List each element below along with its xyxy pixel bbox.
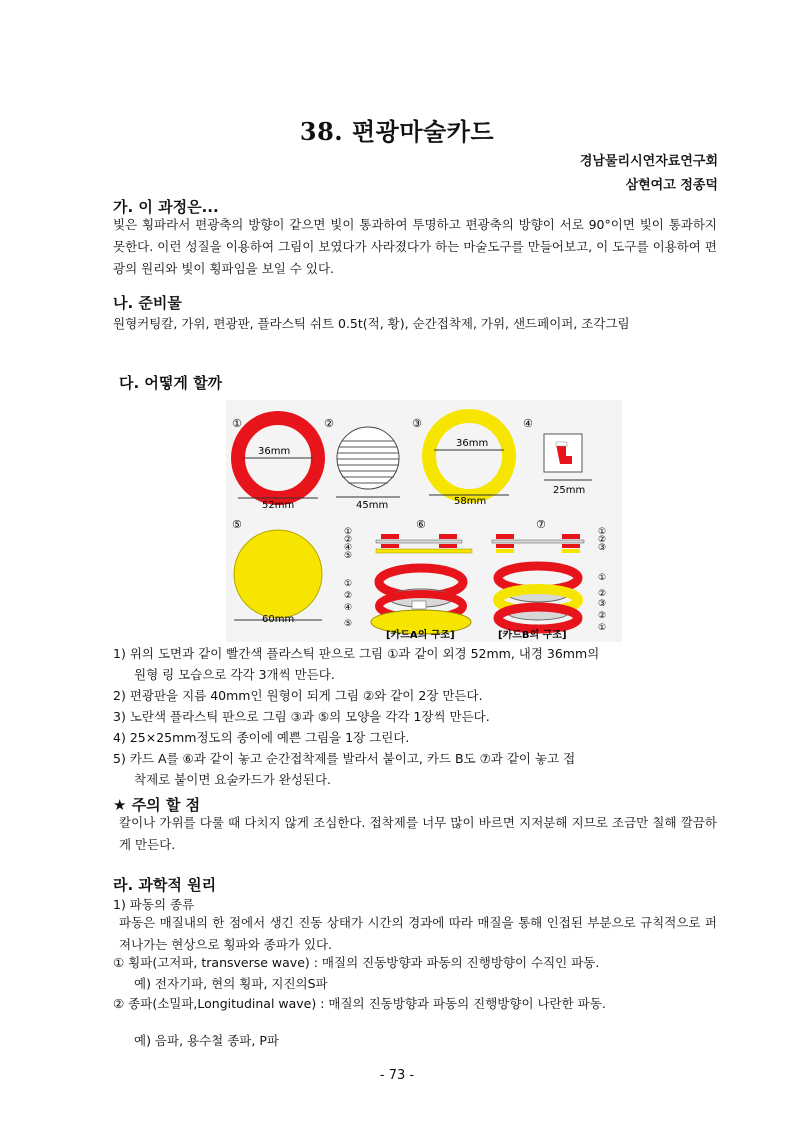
section-howto-heading: 다. 어떻게 할까: [119, 374, 223, 392]
dim-2: 45mm: [356, 500, 389, 511]
dim-3-inner: 36mm: [456, 438, 489, 449]
wave-item-longitudinal: ② 종파(소밀파,Longitudinal wave) : 매질의 진동방향과 파동의 진행방향이 나란한 파동.: [113, 996, 606, 1011]
svg-text:①: ①: [598, 623, 607, 633]
svg-text:②: ②: [344, 535, 353, 545]
svg-text:④: ④: [344, 603, 353, 613]
figure-svg: [226, 400, 622, 642]
section-materials-heading: 나. 준비물: [113, 294, 182, 312]
step-item: 4) 25×25mm정도의 종이에 예쁜 그림을 1장 그린다.: [113, 730, 410, 745]
wave-item-longitudinal-example: 예) 음파, 용수철 종파, P파: [134, 1033, 279, 1048]
section-principle-heading: 라. 과학적 원리: [113, 876, 217, 894]
wave-item-transverse: ① 횡파(고저파, transverse wave) : 매질의 진동방향과 파동의 진행방향이 수직인 파동. 예) 전자기파, 현의 횡파, 지진의S파: [113, 955, 600, 991]
principle-body: 파동은 매질내의 한 점에서 생긴 진동 상태가 시간의 경과에 따라 매질을 통해 인접된 부분으로 규칙적으로 퍼져나가는 현상으로 횡파와 종파가 있다.: [119, 915, 717, 952]
polarizer-shape: [337, 427, 399, 489]
label-2: ②: [324, 417, 334, 430]
svg-text:①: ①: [344, 579, 353, 589]
svg-text:②: ②: [598, 535, 607, 545]
svg-text:④: ④: [344, 543, 353, 553]
label-1: ①: [232, 417, 242, 430]
star-icon: ★: [113, 796, 127, 814]
step-item: 5) 카드 A를 ⑥과 같이 놓고 순간접착제를 발라서 붙이고, 카드 B도 ⑦과 같이 놓고 접 착제로 붙이면 요술카드가 완성된다.: [113, 751, 576, 787]
svg-text:⑤: ⑤: [344, 619, 353, 629]
dim-4: 25mm: [553, 485, 586, 496]
section-intro-body: 빛은 횡파라서 편광축의 방향이 같으면 빛이 통과하여 투명하고 편광축의 방향이 서로 90°이면 빛이 통과하지 못한다. 이런 성질을 이용하여 그림이 보였다가 사라졌다가 하는 마술도구를 만들어보고, 이 도구를 이용하여 편광의 원리와 빛이 횡파임을 보일 수 있다.: [113, 217, 717, 276]
page-number: - 73 -: [379, 1068, 415, 1083]
label-5: ⑤: [232, 518, 242, 531]
svg-text:①: ①: [598, 573, 607, 583]
svg-text:①: ①: [598, 527, 607, 537]
section-intro-heading: 가. 이 과정은...: [113, 198, 219, 216]
principle-subheading: 1) 파동의 종류: [113, 897, 195, 912]
yellow-disc-shape: [234, 530, 322, 618]
label-7: ⑦: [536, 518, 546, 531]
svg-text:①: ①: [344, 527, 353, 537]
svg-text:②: ②: [344, 591, 353, 601]
construction-figure: [226, 400, 622, 642]
svg-text:②: ②: [598, 611, 607, 621]
dim-3-outer: 58mm: [454, 496, 487, 507]
step-item: 2) 편광판을 지름 40mm인 원형이 되게 그림 ②와 같이 2장 만든다.: [113, 688, 483, 703]
svg-text:②: ②: [598, 589, 607, 599]
dim-1-outer: 52mm: [262, 500, 295, 511]
author-name: 삼현여고 정종덕: [625, 178, 718, 193]
dim-5: 60mm: [262, 614, 295, 625]
section-materials-body: 원형커팅칼, 가위, 편광판, 플라스틱 쉬트 0.5t(적, 황), 순간접착제, 가위, 샌드페이퍼, 조각그림: [113, 316, 630, 331]
caution-body: 칼이나 가위를 다룰 때 다치지 않게 조심한다. 접착제를 너무 많이 바르면 지저분해 지므로 조금만 칠해 깔끔하게 만든다.: [119, 815, 717, 852]
caution-heading: ★ 주의 할 점: [113, 796, 201, 814]
svg-text:③: ③: [598, 599, 607, 609]
step-item: 3) 노란색 플라스틱 판으로 그림 ③과 ⑤의 모양을 각각 1장씩 만든다.: [113, 709, 490, 724]
label-4: ④: [523, 417, 533, 430]
step-item: 1) 위의 도면과 같이 빨간색 플라스틱 판으로 그림 ①과 같이 외경 52mm, 내경 36mm의 원형 링 모습으로 각각 3개씩 만든다.: [113, 646, 600, 682]
dim-1-inner: 36mm: [258, 446, 291, 457]
label-6: ⑥: [416, 518, 426, 531]
svg-text:⑤: ⑤: [344, 551, 353, 561]
caption-card-b: [카드B의 구조]: [498, 630, 567, 641]
label-3: ③: [412, 417, 422, 430]
page-title: 38. 편광마술카드: [299, 117, 495, 146]
author-org: 경남물리시연자료연구회: [579, 154, 718, 169]
caption-card-a: [카드A의 구조]: [386, 630, 455, 641]
svg-text:③: ③: [598, 543, 607, 553]
